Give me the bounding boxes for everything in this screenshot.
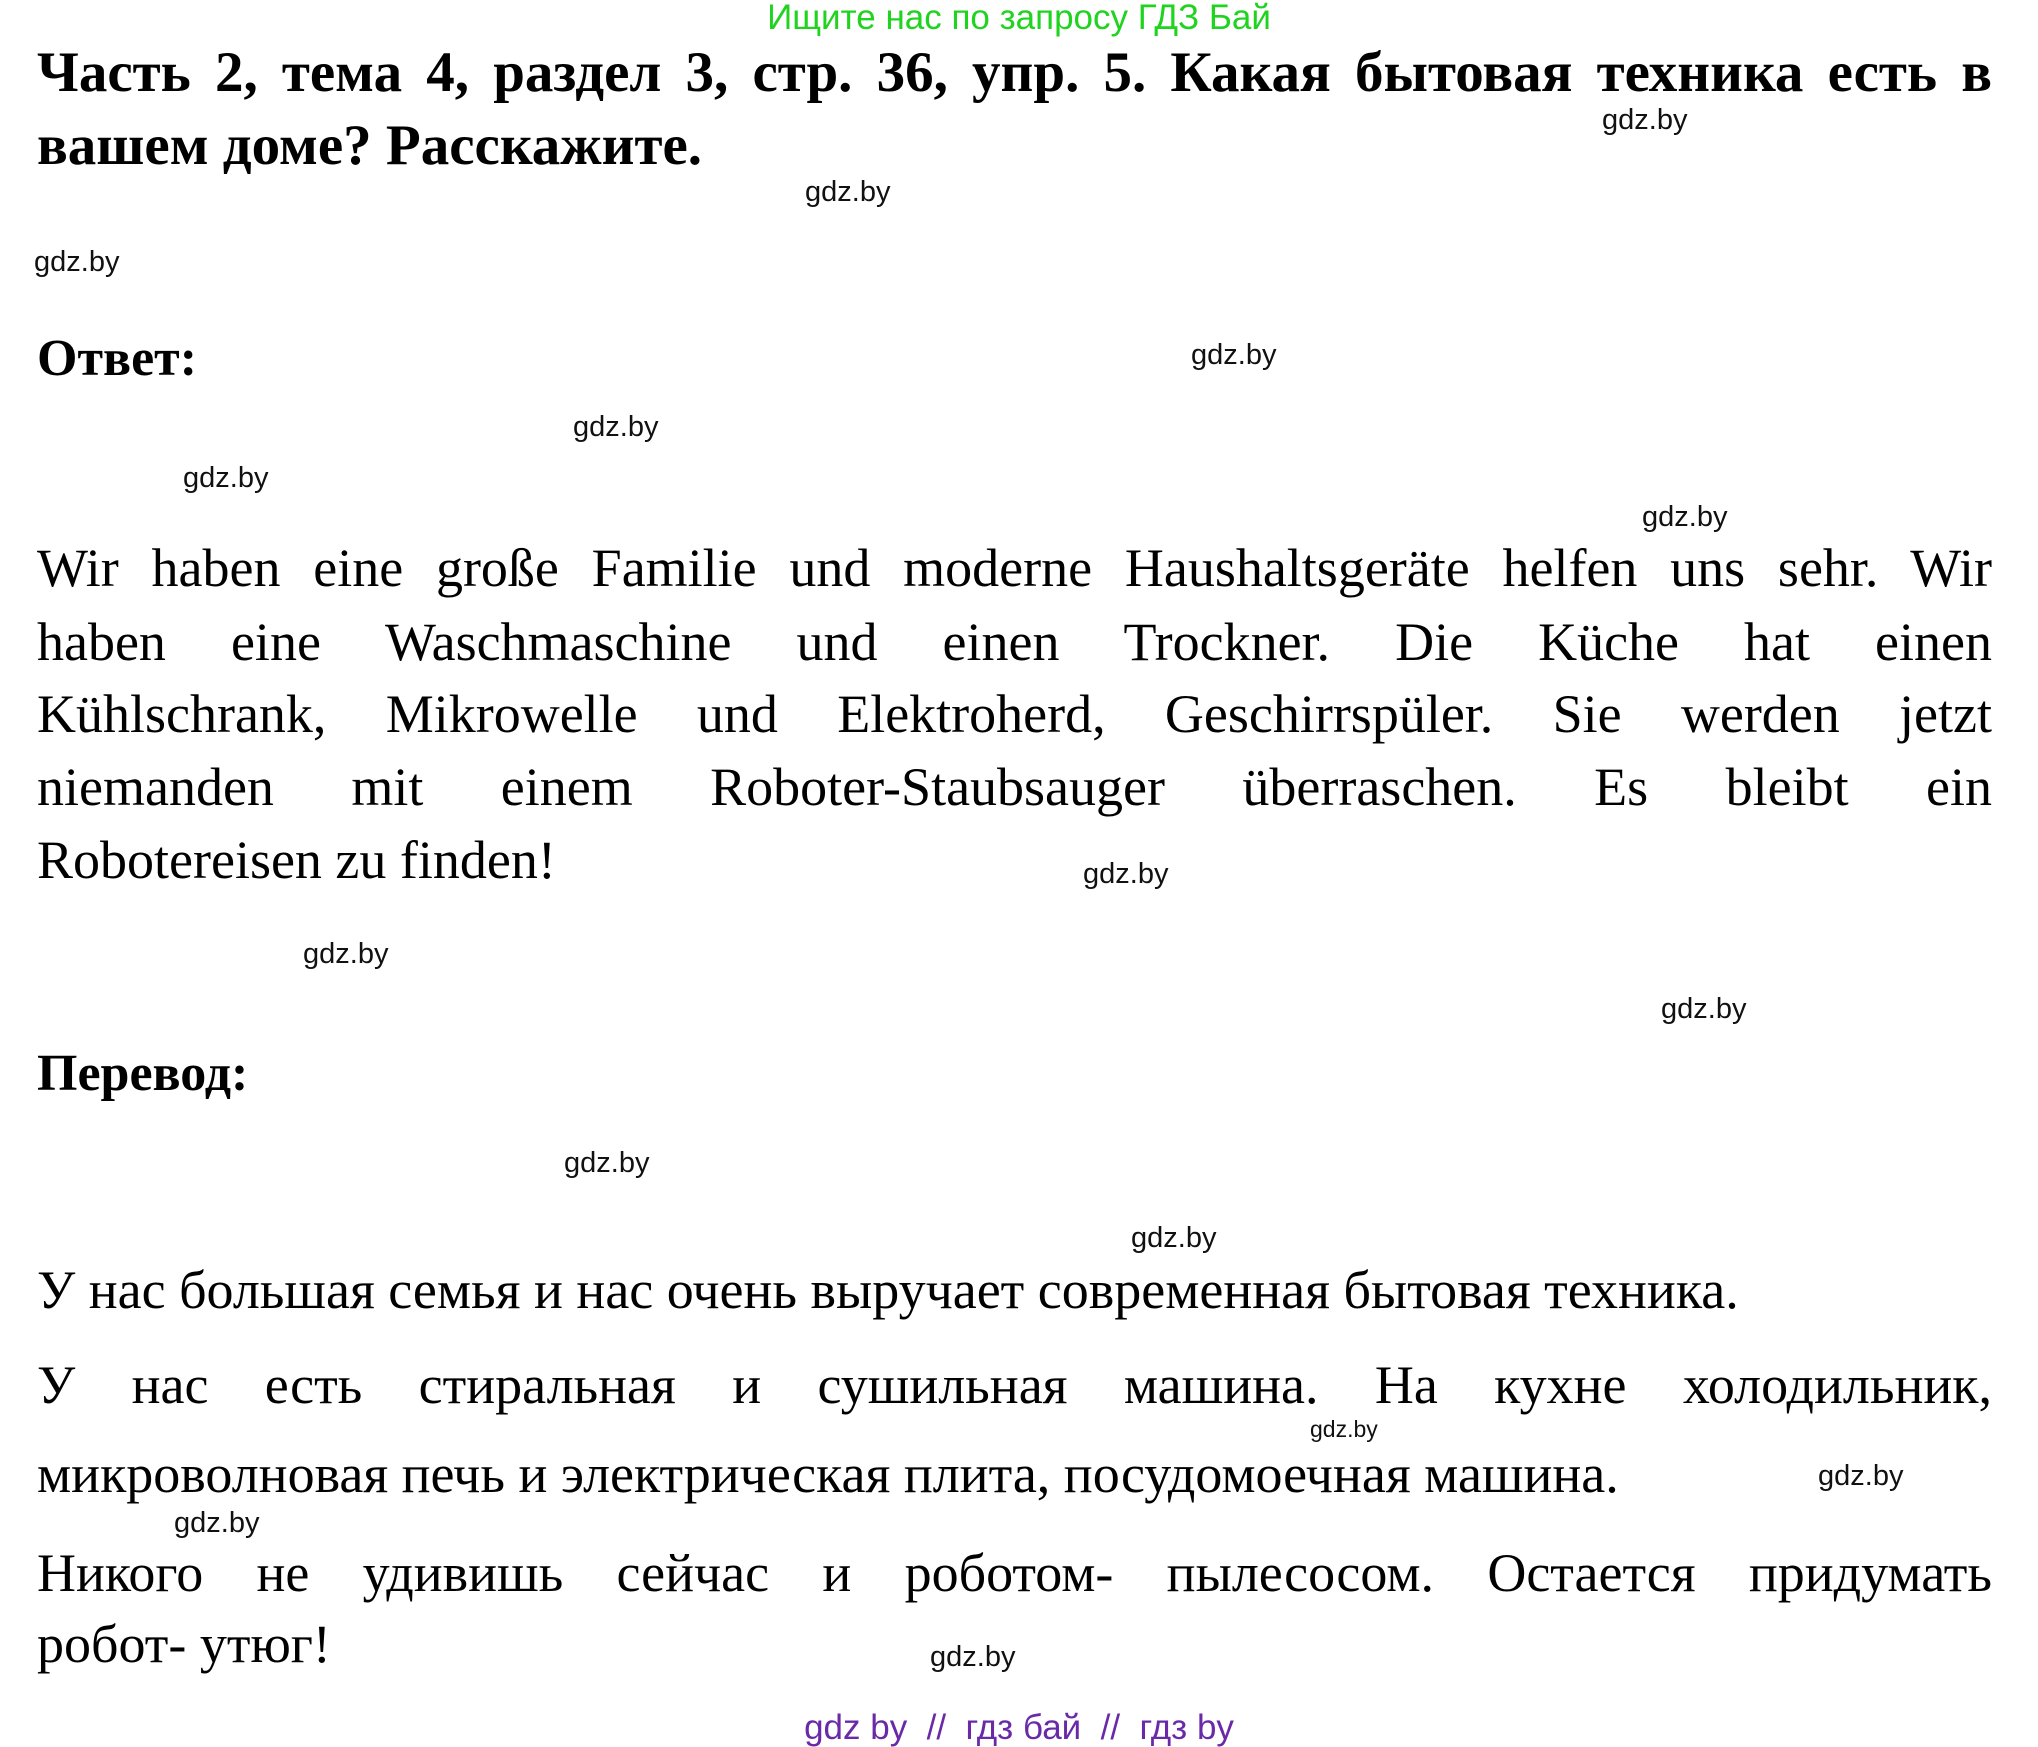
watermark: gdz.by [1602, 104, 1688, 136]
translation-line: Никого не удивишь сейчас и роботом- пылесосом. Остается придумать [37, 1543, 1992, 1603]
translation-line: У нас есть стиральная и сушильная машина. На кухне холодильник, [37, 1355, 1992, 1415]
watermark: gdz.by [1642, 501, 1728, 533]
answer-line: Kühlschrank, Mikrowelle und Elektroherd, Geschirrspüler. Sie werden jetzt [37, 684, 1992, 744]
title-line-2: вашем доме? Расскажите. [37, 114, 703, 177]
watermark: gdz.by [34, 246, 120, 278]
answer-line: Robotereisen zu finden! [37, 830, 556, 890]
watermark: gdz.by [174, 1507, 260, 1539]
footer-links: gdz by // гдз бай // гдз by [804, 1708, 1234, 1747]
translation-heading: Перевод: [37, 1045, 249, 1102]
watermark: gdz.by [1661, 993, 1747, 1025]
translation-line: робот- утюг! [37, 1614, 331, 1674]
watermark: gdz.by [303, 938, 389, 970]
answer-heading: Ответ: [37, 330, 198, 387]
watermark: gdz.by [1131, 1222, 1217, 1254]
watermark: gdz.by [183, 462, 269, 494]
translation-line: У нас большая семья и нас очень выручает современная бытовая техника. [37, 1260, 1739, 1320]
watermark: gdz.by [573, 411, 659, 443]
watermark: gdz.by [930, 1641, 1016, 1673]
answer-line: niemanden mit einem Roboter-Staubsauger überraschen. Es bleibt ein [37, 757, 1992, 817]
answer-line: Wir haben eine große Familie und moderne Haushaltsgeräte helfen uns sehr. Wir [37, 538, 1992, 598]
watermark: gdz.by [1191, 339, 1277, 371]
search-banner: Ищите нас по запросу ГДЗ Бай [767, 0, 1271, 37]
watermark: gdz.by [805, 176, 891, 208]
watermark: gdz.by [1818, 1460, 1904, 1492]
watermark: gdz.by [1083, 858, 1169, 890]
watermark: gdz.by [564, 1147, 650, 1179]
watermark: gdz.by [1310, 1416, 1378, 1442]
answer-line: haben eine Waschmaschine und einen Trockner. Die Küche hat einen [37, 612, 1992, 672]
translation-line: микроволновая печь и электрическая плита, посудомоечная машина. [37, 1444, 1619, 1504]
title-line-1: Часть 2, тема 4, раздел 3, стр. 36, упр. 5. Какая бытовая техника есть в [37, 41, 1992, 104]
